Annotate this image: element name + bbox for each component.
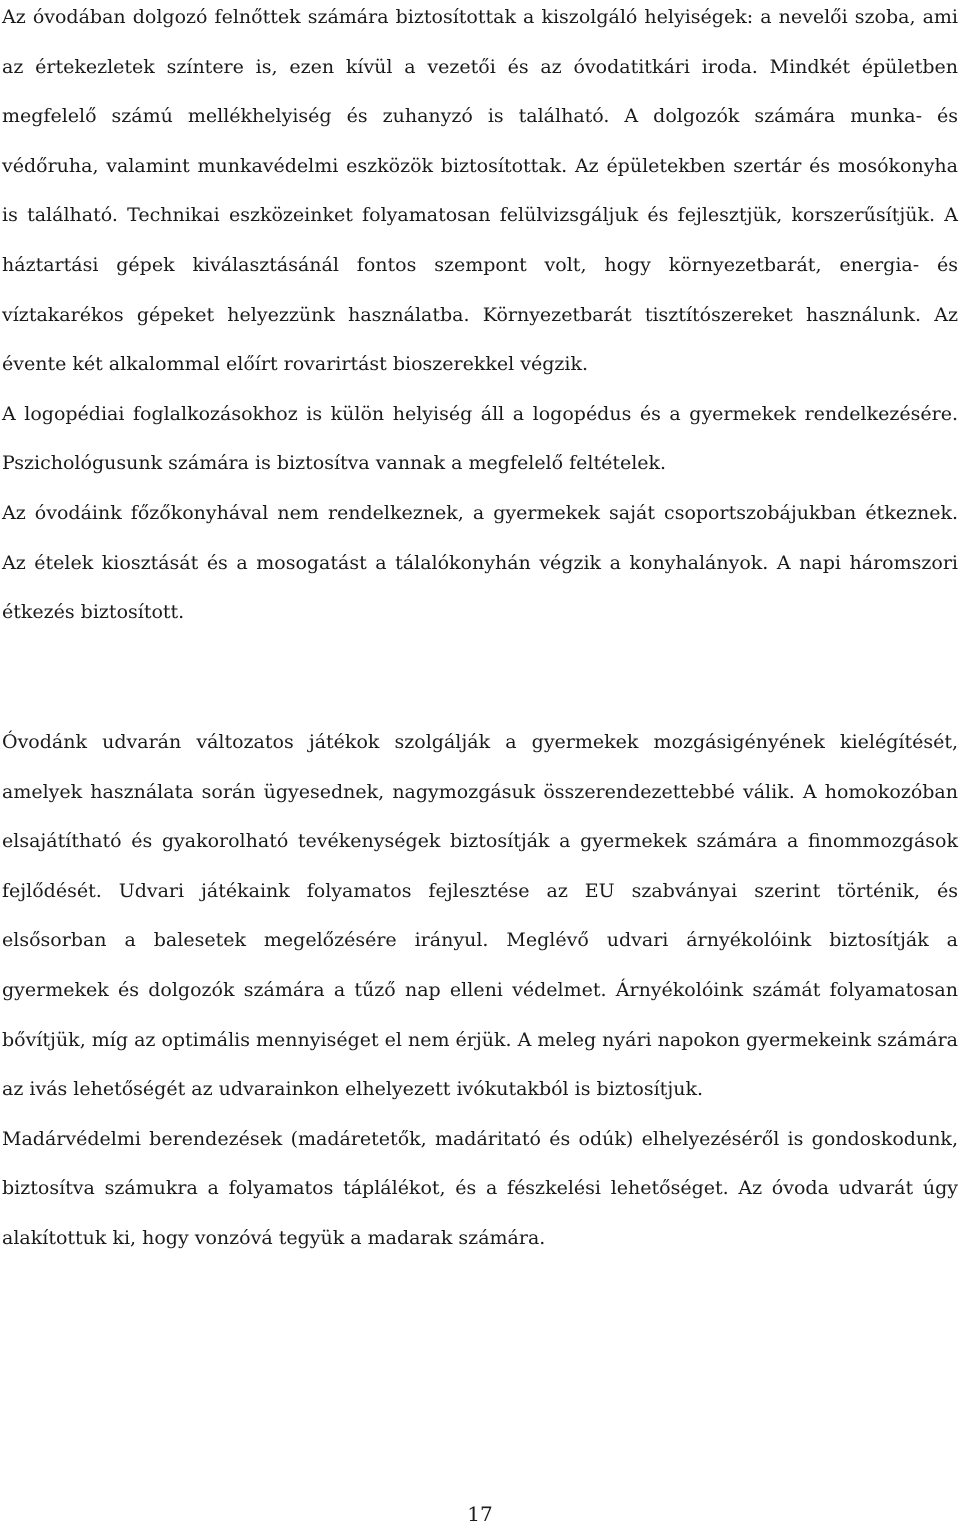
paragraph-bird-protection: Madárvédelmi berendezések (madáretetők, madáritató és odúk) elhelyezéséről is gondoskodunk, biztosítva számukra a folyamatos táplálékot, és a fészkelési lehetőséget. Az óvoda udvarát úgy alakítottuk ki, hogy vonzóvá tegyük a madarak számára. <box>2 1127 958 1249</box>
text-section-facilities <box>2 0 958 638</box>
text-section-yard <box>2 718 958 1264</box>
paragraph-speech-therapy: A logopédiai foglalkozásokhoz is külön helyiség áll a logopédus és a gyermekek rendelkezésére. Pszichológusunk számára is biztosítva vannak a megfelelő feltételek. <box>2 402 958 475</box>
paragraph-yard-games: Óvodánk udvarán változatos játékok szolgálják a gyermekek mozgásigényének kielégítését, amelyek használata során ügyesednek, nagymozgásuk összerendezettebbé válik. A homokozóban elsajátítható és gyakorolható tevékenységek biztosítják a gyermekek számára a finommozgások fejlődését. Udvari játékaink folyamatos fejlesztése az EU szabványai szerint történik, és elsősorban a balesetek megelőzésére irányul. Meglévő udvari árnyékolóink biztosítják a gyermekek és dolgozók számára a tűző nap elleni védelmet. Árnyékolóink számát folyamatosan bővítjük, míg az optimális mennyiséget el nem érjük. A meleg nyári napokon gyermekeink számára az ivás lehetőségét az udvarainkon elhelyezett ivókutakból is biztosítjuk. <box>2 731 958 1101</box>
paragraph-staff-rooms: Az óvodában dolgozó felnőttek számára biztosítottak a kiszolgáló helyiségek: a nevelői szoba, ami az értekezletek színtere is, ezen kívül a vezetői és az óvodatitkári iroda. Mindkét épületben megfelelő számú mellékhelyiség és zuhanyzó is található. A dolgozók számára munka- és védőruha, valamint munkavédelmi eszközök biztosítottak. Az épületekben szertár és mosókonyha is található. Technikai eszközeinket folyamatosan felülvizsgáljuk és fejlesztjük, korszerűsítjük. A háztartási gépek kiválasztásánál fontos szempont volt, hogy környezetbarát, energia- és víztakarékos gépeket helyezzünk használatba. Környezetbarát tisztítószereket használunk. Az évente két alkalommal előírt rovarirtást bioszerekkel végzik. <box>2 6 958 376</box>
page-number: 17 <box>467 1502 493 1526</box>
paragraph-meals: Az óvodáink főzőkonyhával nem rendelkeznek, a gyermekek saját csoportszobájukban étkeznek. Az ételek kiosztását és a mosogatást a tálalókonyhán végzik a konyhalányok. A napi háromszori étkezés biztosított. <box>2 501 958 624</box>
